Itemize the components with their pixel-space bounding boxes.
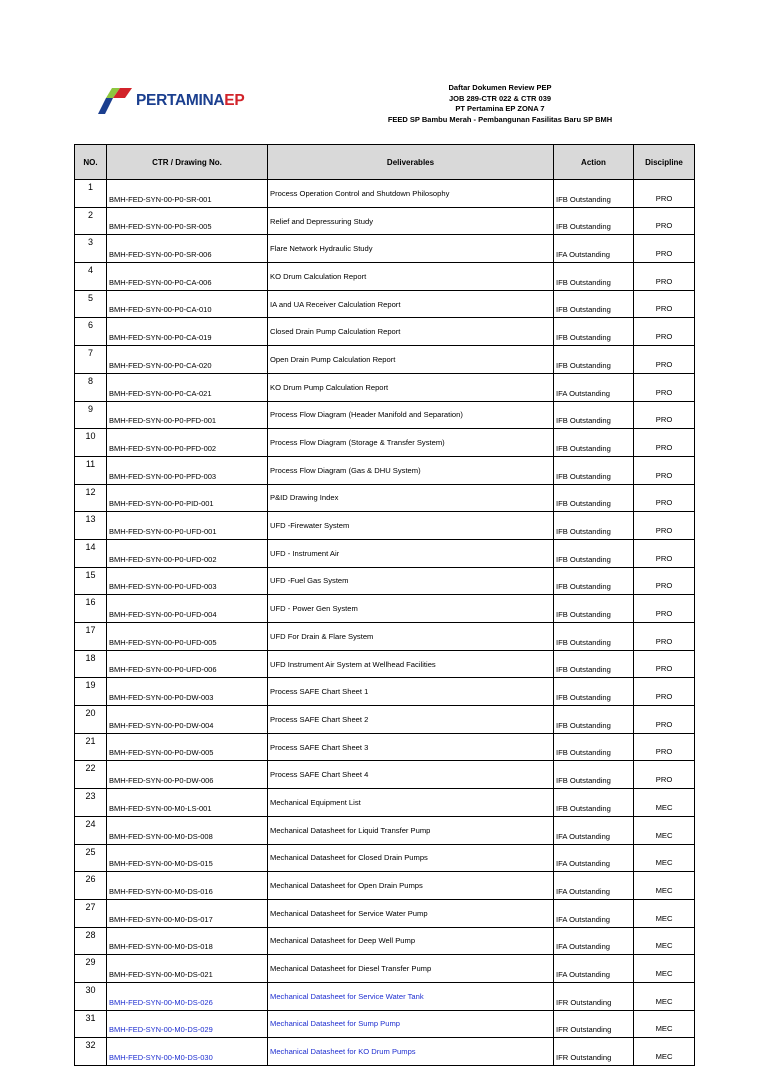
discipline-code: PRO <box>634 318 695 346</box>
table-row <box>75 844 695 872</box>
row-number: 14 <box>75 539 107 567</box>
row-number: 4 <box>75 263 107 291</box>
deliverable-title: Process SAFE Chart Sheet 4 <box>268 761 554 789</box>
discipline-code: PRO <box>634 733 695 761</box>
drawing-number: BMH-FED-SYN-00-M0-DS-017 <box>107 899 268 927</box>
row-number: 7 <box>75 346 107 374</box>
action-status: IFB Outstanding <box>554 678 634 706</box>
discipline-code: PRO <box>634 484 695 512</box>
logo-suffix: EP <box>224 92 245 109</box>
action-status: IFB Outstanding <box>554 733 634 761</box>
discipline-code: PRO <box>634 539 695 567</box>
deliverable-title: Process Operation Control and Shutdown Philosophy <box>268 180 554 208</box>
drawing-number: BMH-FED-SYN-00-P0-SR-006 <box>107 235 268 263</box>
table-row <box>75 927 695 955</box>
discipline-code: PRO <box>634 595 695 623</box>
table-row <box>75 872 695 900</box>
table-row <box>75 318 695 346</box>
discipline-code: MEC <box>634 789 695 817</box>
table-row <box>75 429 695 457</box>
action-status: IFB Outstanding <box>554 346 634 374</box>
discipline-code: PRO <box>634 567 695 595</box>
row-number: 28 <box>75 927 107 955</box>
row-number: 32 <box>75 1038 107 1066</box>
discipline-code: PRO <box>634 512 695 540</box>
action-status: IFB Outstanding <box>554 484 634 512</box>
row-number: 17 <box>75 623 107 651</box>
row-number: 16 <box>75 595 107 623</box>
discipline-code: PRO <box>634 761 695 789</box>
deliverable-title: Mechanical Datasheet for Liquid Transfer Pump <box>268 816 554 844</box>
deliverable-title: UFD - Instrument Air <box>268 539 554 567</box>
row-number: 15 <box>75 567 107 595</box>
deliverable-title: Mechanical Datasheet for KO Drum Pumps <box>268 1038 554 1066</box>
action-status: IFB Outstanding <box>554 789 634 817</box>
deliverable-title: Process SAFE Chart Sheet 3 <box>268 733 554 761</box>
drawing-number: BMH-FED-SYN-00-M0-DS-018 <box>107 927 268 955</box>
deliverable-title: Process Flow Diagram (Gas & DHU System) <box>268 456 554 484</box>
action-status: IFB Outstanding <box>554 456 634 484</box>
row-number: 22 <box>75 761 107 789</box>
discipline-code: PRO <box>634 623 695 651</box>
table-row <box>75 180 695 208</box>
deliverable-title: Process SAFE Chart Sheet 2 <box>268 706 554 734</box>
document-review-table <box>74 144 695 1066</box>
deliverable-title: Mechanical Datasheet for Diesel Transfer Pump <box>268 955 554 983</box>
discipline-code: PRO <box>634 207 695 235</box>
table-row <box>75 623 695 651</box>
table-row <box>75 899 695 927</box>
action-status: IFB Outstanding <box>554 595 634 623</box>
table-body <box>75 180 695 1066</box>
drawing-number: BMH-FED-SYN-00-M0-DS-026 <box>107 982 268 1010</box>
drawing-number: BMH-FED-SYN-00-P0-DW-006 <box>107 761 268 789</box>
table-row <box>75 346 695 374</box>
deliverable-title: UFD For Drain & Flare System <box>268 623 554 651</box>
discipline-code: MEC <box>634 899 695 927</box>
row-number: 20 <box>75 706 107 734</box>
drawing-number: BMH-FED-SYN-00-P0-UFD-006 <box>107 650 268 678</box>
table-row <box>75 456 695 484</box>
table-row <box>75 512 695 540</box>
discipline-code: PRO <box>634 429 695 457</box>
action-status: IFB Outstanding <box>554 567 634 595</box>
discipline-code: PRO <box>634 263 695 291</box>
action-status: IFB Outstanding <box>554 263 634 291</box>
action-status: IFB Outstanding <box>554 539 634 567</box>
action-status: IFB Outstanding <box>554 623 634 651</box>
document-header <box>370 83 630 125</box>
action-status: IFA Outstanding <box>554 872 634 900</box>
deliverable-title: IA and UA Receiver Calculation Report <box>268 290 554 318</box>
row-number: 26 <box>75 872 107 900</box>
table-row <box>75 595 695 623</box>
table-row <box>75 373 695 401</box>
drawing-number: BMH-FED-SYN-00-P0-PFD-003 <box>107 456 268 484</box>
deliverable-title: UFD Instrument Air System at Wellhead Facilities <box>268 650 554 678</box>
discipline-code: MEC <box>634 1038 695 1066</box>
table-row <box>75 650 695 678</box>
table-row <box>75 567 695 595</box>
drawing-number: BMH-FED-SYN-00-M0-DS-029 <box>107 1010 268 1038</box>
drawing-number: BMH-FED-SYN-00-M0-DS-008 <box>107 816 268 844</box>
drawing-number: BMH-FED-SYN-00-M0-DS-021 <box>107 955 268 983</box>
discipline-code: MEC <box>634 872 695 900</box>
deliverable-title: Process Flow Diagram (Storage & Transfer System) <box>268 429 554 457</box>
deliverable-title: Process SAFE Chart Sheet 1 <box>268 678 554 706</box>
drawing-number: BMH-FED-SYN-00-P0-SR-005 <box>107 207 268 235</box>
drawing-number: BMH-FED-SYN-00-P0-DW-004 <box>107 706 268 734</box>
table-row <box>75 678 695 706</box>
drawing-number: BMH-FED-SYN-00-P0-DW-005 <box>107 733 268 761</box>
discipline-code: PRO <box>634 180 695 208</box>
action-status: IFB Outstanding <box>554 207 634 235</box>
action-status: IFA Outstanding <box>554 899 634 927</box>
pertamina-ep-logo <box>96 84 245 118</box>
action-status: IFB Outstanding <box>554 429 634 457</box>
logo-brand: PERTAMINA <box>136 92 225 109</box>
column-header-deliverables: Deliverables <box>268 145 554 180</box>
column-header-code: CTR / Drawing No. <box>107 145 268 180</box>
action-status: IFB Outstanding <box>554 401 634 429</box>
drawing-number: BMH-FED-SYN-00-P0-CA-020 <box>107 346 268 374</box>
deliverable-title: UFD -Fuel Gas System <box>268 567 554 595</box>
drawing-number: BMH-FED-SYN-00-P0-UFD-004 <box>107 595 268 623</box>
row-number: 30 <box>75 982 107 1010</box>
action-status: IFA Outstanding <box>554 235 634 263</box>
discipline-code: PRO <box>634 290 695 318</box>
column-header-no: NO. <box>75 145 107 180</box>
discipline-code: MEC <box>634 927 695 955</box>
discipline-code: PRO <box>634 346 695 374</box>
discipline-code: PRO <box>634 650 695 678</box>
table-row <box>75 1038 695 1066</box>
row-number: 19 <box>75 678 107 706</box>
drawing-number: BMH-FED-SYN-00-P0-PID-001 <box>107 484 268 512</box>
discipline-code: PRO <box>634 373 695 401</box>
discipline-code: PRO <box>634 706 695 734</box>
row-number: 3 <box>75 235 107 263</box>
row-number: 18 <box>75 650 107 678</box>
column-header-discipline: Discipline <box>634 145 695 180</box>
deliverable-title: P&ID Drawing Index <box>268 484 554 512</box>
deliverable-title: Mechanical Datasheet for Open Drain Pumps <box>268 872 554 900</box>
table-row <box>75 539 695 567</box>
action-status: IFA Outstanding <box>554 373 634 401</box>
row-number: 5 <box>75 290 107 318</box>
action-status: IFB Outstanding <box>554 512 634 540</box>
row-number: 23 <box>75 789 107 817</box>
table-row <box>75 484 695 512</box>
drawing-number: BMH-FED-SYN-00-M0-DS-016 <box>107 872 268 900</box>
column-header-action: Action <box>554 145 634 180</box>
action-status: IFB Outstanding <box>554 290 634 318</box>
row-number: 25 <box>75 844 107 872</box>
discipline-code: MEC <box>634 1010 695 1038</box>
discipline-code: MEC <box>634 844 695 872</box>
drawing-number: BMH-FED-SYN-00-P0-UFD-001 <box>107 512 268 540</box>
row-number: 9 <box>75 401 107 429</box>
drawing-number: BMH-FED-SYN-00-P0-UFD-003 <box>107 567 268 595</box>
row-number: 6 <box>75 318 107 346</box>
header-title: Daftar Dokumen Review PEP <box>448 83 552 92</box>
action-status: IFR Outstanding <box>554 1038 634 1066</box>
row-number: 11 <box>75 456 107 484</box>
action-status: IFB Outstanding <box>554 706 634 734</box>
row-number: 8 <box>75 373 107 401</box>
drawing-number: BMH-FED-SYN-00-P0-UFD-002 <box>107 539 268 567</box>
deliverable-title: Mechanical Datasheet for Service Water Tank <box>268 982 554 1010</box>
action-status: IFR Outstanding <box>554 982 634 1010</box>
row-number: 10 <box>75 429 107 457</box>
table-header-row <box>75 145 695 180</box>
drawing-number: BMH-FED-SYN-00-P0-UFD-005 <box>107 623 268 651</box>
row-number: 29 <box>75 955 107 983</box>
table-row <box>75 290 695 318</box>
deliverable-title: UFD - Power Gen System <box>268 595 554 623</box>
deliverable-title: Flare Network Hydraulic Study <box>268 235 554 263</box>
row-number: 21 <box>75 733 107 761</box>
row-number: 13 <box>75 512 107 540</box>
action-status: IFB Outstanding <box>554 318 634 346</box>
drawing-number: BMH-FED-SYN-00-P0-PFD-002 <box>107 429 268 457</box>
discipline-code: PRO <box>634 235 695 263</box>
action-status: IFB Outstanding <box>554 650 634 678</box>
row-number: 12 <box>75 484 107 512</box>
discipline-code: PRO <box>634 678 695 706</box>
deliverable-title: Mechanical Equipment List <box>268 789 554 817</box>
table-row <box>75 816 695 844</box>
logo-wordmark <box>136 92 244 110</box>
table-row <box>75 761 695 789</box>
table-row <box>75 706 695 734</box>
action-status: IFA Outstanding <box>554 927 634 955</box>
table-row <box>75 789 695 817</box>
row-number: 2 <box>75 207 107 235</box>
action-status: IFR Outstanding <box>554 1010 634 1038</box>
drawing-number: BMH-FED-SYN-00-P0-DW-003 <box>107 678 268 706</box>
header-company: PT Pertamina EP ZONA 7 <box>455 104 545 114</box>
table-row <box>75 733 695 761</box>
table-row <box>75 235 695 263</box>
drawing-number: BMH-FED-SYN-00-M0-LS-001 <box>107 789 268 817</box>
table-row <box>75 982 695 1010</box>
table-row <box>75 207 695 235</box>
deliverable-title: Relief and Depressuring Study <box>268 207 554 235</box>
table-row <box>75 401 695 429</box>
deliverable-title: Mechanical Datasheet for Deep Well Pump <box>268 927 554 955</box>
action-status: IFB Outstanding <box>554 180 634 208</box>
row-number: 1 <box>75 180 107 208</box>
header-job: JOB 289-CTR 022 & CTR 039 <box>448 93 552 103</box>
discipline-code: PRO <box>634 456 695 484</box>
drawing-number: BMH-FED-SYN-00-P0-CA-019 <box>107 318 268 346</box>
table-row <box>75 955 695 983</box>
row-number: 27 <box>75 899 107 927</box>
drawing-number: BMH-FED-SYN-00-P0-CA-006 <box>107 263 268 291</box>
action-status: IFB Outstanding <box>554 761 634 789</box>
discipline-code: MEC <box>634 816 695 844</box>
deliverable-title: Process Flow Diagram (Header Manifold and Separation) <box>268 401 554 429</box>
drawing-number: BMH-FED-SYN-00-M0-DS-015 <box>107 844 268 872</box>
table-row <box>75 263 695 291</box>
drawing-number: BMH-FED-SYN-00-P0-SR-001 <box>107 180 268 208</box>
action-status: IFA Outstanding <box>554 955 634 983</box>
deliverable-title: Mechanical Datasheet for Service Water Pump <box>268 899 554 927</box>
row-number: 31 <box>75 1010 107 1038</box>
deliverable-title: KO Drum Pump Calculation Report <box>268 373 554 401</box>
deliverable-title: Closed Drain Pump Calculation Report <box>268 318 554 346</box>
drawing-number: BMH-FED-SYN-00-P0-CA-021 <box>107 373 268 401</box>
action-status: IFA Outstanding <box>554 816 634 844</box>
discipline-code: MEC <box>634 982 695 1010</box>
deliverable-title: Mechanical Datasheet for Sump Pump <box>268 1010 554 1038</box>
pertamina-logo-mark-icon <box>96 84 134 118</box>
header-project: FEED SP Bambu Merah - Pembangunan Fasilitas Baru SP BMH <box>387 114 613 124</box>
drawing-number: BMH-FED-SYN-00-P0-CA-010 <box>107 290 268 318</box>
deliverable-title: Mechanical Datasheet for Closed Drain Pumps <box>268 844 554 872</box>
deliverable-title: Open Drain Pump Calculation Report <box>268 346 554 374</box>
deliverable-title: KO Drum Calculation Report <box>268 263 554 291</box>
deliverable-title: UFD -Firewater System <box>268 512 554 540</box>
drawing-number: BMH-FED-SYN-00-M0-DS-030 <box>107 1038 268 1066</box>
action-status: IFA Outstanding <box>554 844 634 872</box>
discipline-code: PRO <box>634 401 695 429</box>
row-number: 24 <box>75 816 107 844</box>
drawing-number: BMH-FED-SYN-00-P0-PFD-001 <box>107 401 268 429</box>
discipline-code: MEC <box>634 955 695 983</box>
